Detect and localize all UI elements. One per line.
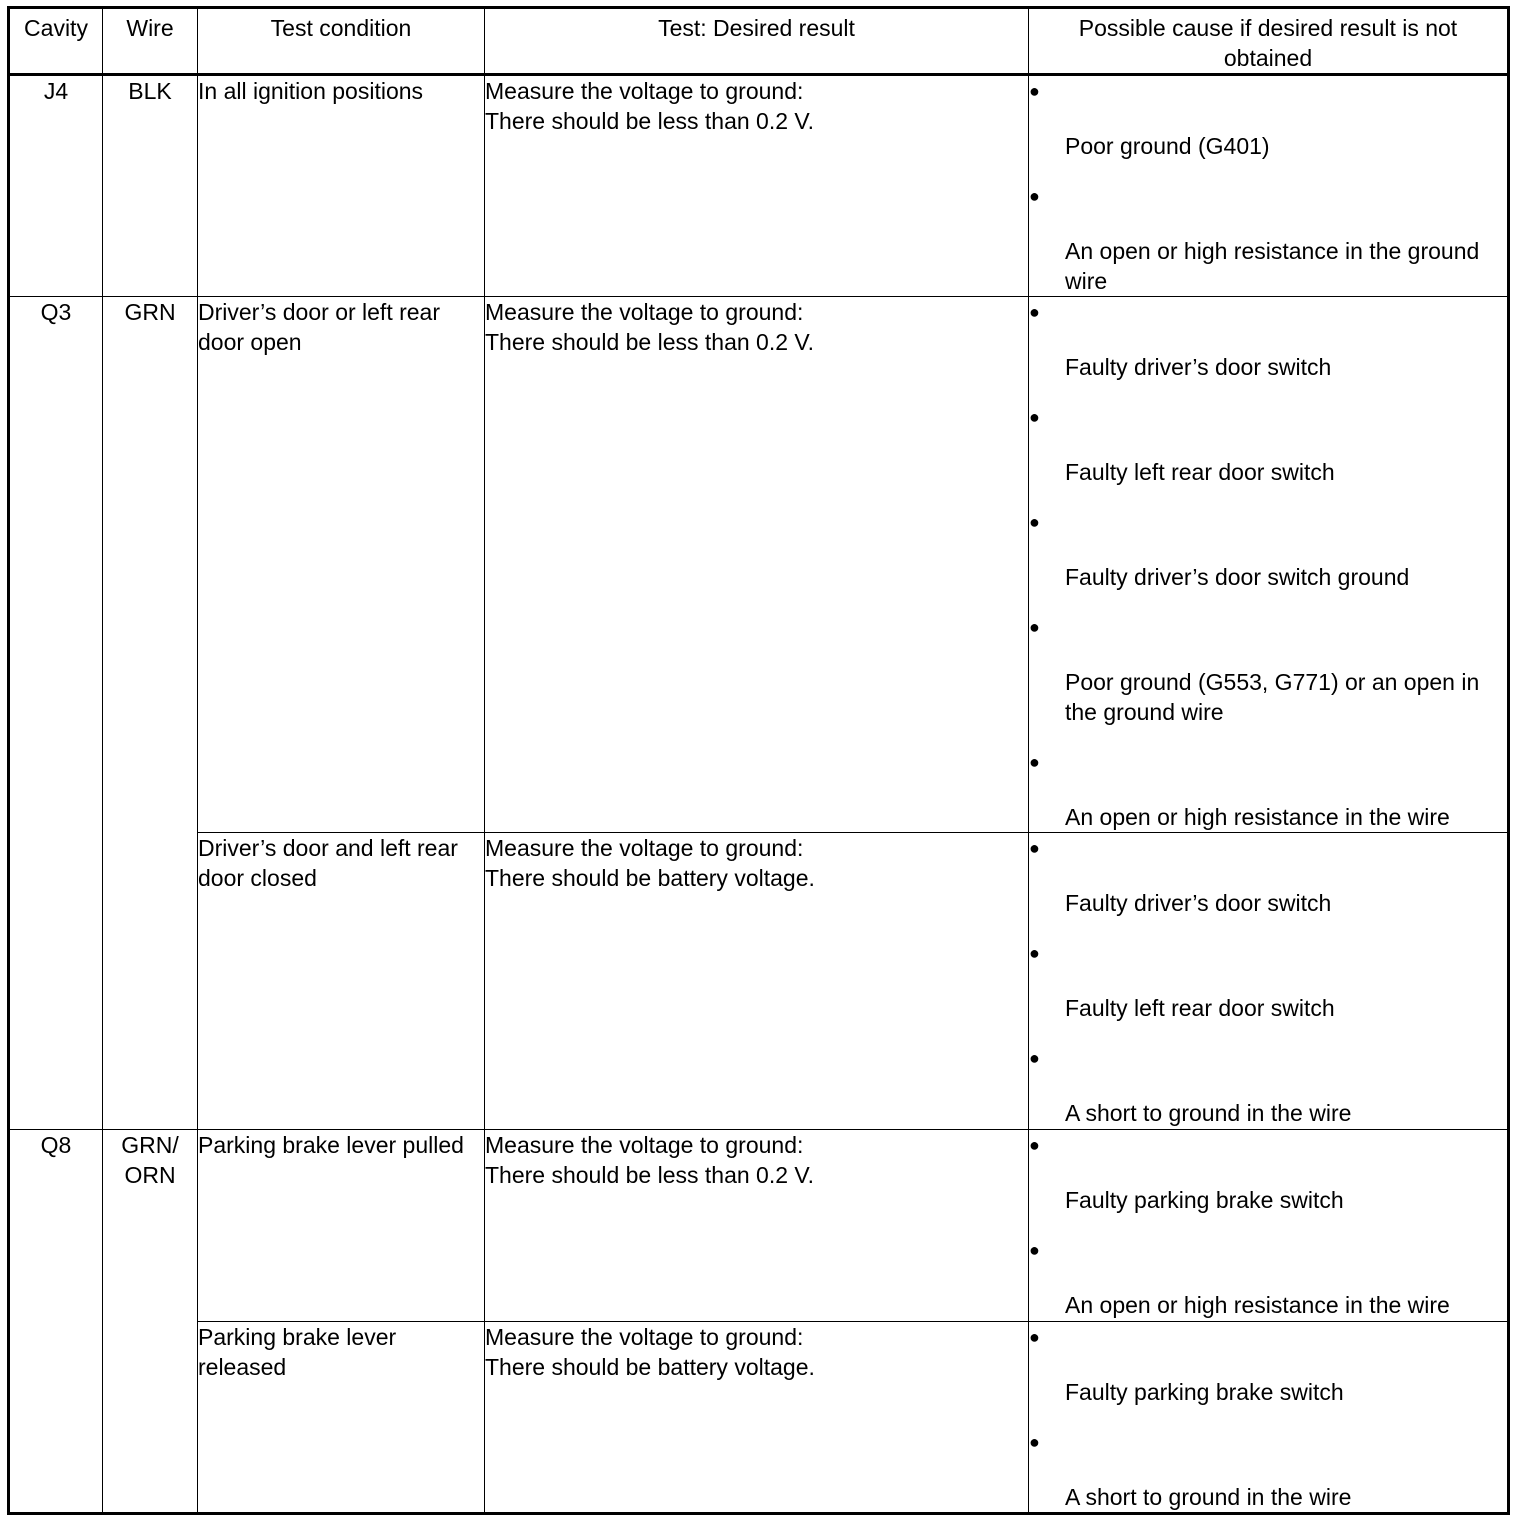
header-test-condition: Test condition (198, 8, 485, 75)
cause-text: Faulty driver’s door switch (1065, 354, 1332, 380)
bullet-icon: ● (1029, 1327, 1040, 1347)
test-table (7, 6, 1510, 1515)
cause-text: A short to ground in the wire (1065, 1100, 1352, 1126)
cause-item (1029, 76, 1507, 181)
cause-item (1029, 833, 1507, 938)
bullet-icon: ● (1029, 81, 1040, 101)
bullet-icon: ● (1029, 838, 1040, 858)
bullet-icon: ● (1029, 302, 1040, 322)
result-line: Measure the voltage to ground: (485, 299, 804, 325)
cause-cell (1029, 833, 1509, 1130)
cavity-cell: J4 (9, 75, 103, 297)
bullet-icon: ● (1029, 1432, 1040, 1452)
table-row (9, 75, 1509, 297)
bullet-icon: ● (1029, 407, 1040, 427)
cause-text: An open or high resistance in the wire (1065, 804, 1450, 830)
cause-cell (1029, 1322, 1509, 1514)
cause-text: Poor ground (G553, G771) or an open in the ground wire (1065, 669, 1480, 725)
bullet-icon: ● (1029, 1240, 1040, 1260)
result-cell (485, 1322, 1029, 1514)
result-cell (485, 1130, 1029, 1322)
table-row (9, 297, 1509, 833)
result-line: There should be battery voltage. (485, 865, 815, 891)
result-line: Measure the voltage to ground: (485, 835, 804, 861)
wire-cell: GRN (103, 297, 198, 1130)
result-line: Measure the voltage to ground: (485, 1324, 804, 1350)
cause-cell (1029, 75, 1509, 297)
result-line: There should be less than 0.2 V. (485, 108, 815, 134)
cause-item (1029, 1322, 1507, 1427)
wire-cell: BLK (103, 75, 198, 297)
header-desired-result: Test: Desired result (485, 8, 1029, 75)
bullet-icon: ● (1029, 752, 1040, 772)
cause-item (1029, 297, 1507, 402)
bullet-icon: ● (1029, 512, 1040, 532)
cavity-cell: Q3 (9, 297, 103, 1130)
condition-cell: Driver’s door and left rear door closed (198, 833, 485, 1130)
cause-item (1029, 938, 1507, 1043)
table-row (9, 1130, 1509, 1322)
bullet-icon: ● (1029, 186, 1040, 206)
cause-text: Poor ground (G401) (1065, 133, 1270, 159)
result-line: Measure the voltage to ground: (485, 1132, 804, 1158)
cause-text: A short to ground in the wire (1065, 1484, 1352, 1510)
cause-item (1029, 507, 1507, 612)
wire-label: GRN/ ORN (121, 1132, 179, 1188)
wire-cell (103, 1130, 198, 1514)
cause-text: Faulty driver’s door switch ground (1065, 564, 1410, 590)
result-cell (485, 75, 1029, 297)
cause-item (1029, 181, 1507, 296)
table-row (9, 1322, 1509, 1514)
cause-text: An open or high resistance in the wire (1065, 1292, 1450, 1318)
cavity-cell: Q8 (9, 1130, 103, 1514)
condition-cell: Driver’s door or left rear door open (198, 297, 485, 833)
cause-text: An open or high resistance in the ground wire (1065, 238, 1480, 294)
result-line: Measure the voltage to ground: (485, 78, 804, 104)
cause-item (1029, 747, 1507, 832)
cause-item (1029, 1235, 1507, 1320)
cause-text: Faulty parking brake switch (1065, 1187, 1344, 1213)
result-line: There should be battery voltage. (485, 1354, 815, 1380)
result-line: There should be less than 0.2 V. (485, 1162, 815, 1188)
result-cell (485, 833, 1029, 1130)
cause-item (1029, 1427, 1507, 1512)
cause-item (1029, 1043, 1507, 1128)
cause-text: Faulty parking brake switch (1065, 1379, 1344, 1405)
bullet-icon: ● (1029, 943, 1040, 963)
cause-item (1029, 612, 1507, 747)
result-line: There should be less than 0.2 V. (485, 329, 815, 355)
bullet-icon: ● (1029, 617, 1040, 637)
cause-cell (1029, 1130, 1509, 1322)
cause-item (1029, 1130, 1507, 1235)
bullet-icon: ● (1029, 1048, 1040, 1068)
result-cell (485, 297, 1029, 833)
cause-item (1029, 402, 1507, 507)
header-possible-cause: Possible cause if desired result is not obtained (1029, 8, 1509, 75)
header-cavity: Cavity (9, 8, 103, 75)
cause-text: Faulty left rear door switch (1065, 459, 1335, 485)
cause-cell (1029, 297, 1509, 833)
bullet-icon: ● (1029, 1135, 1040, 1155)
condition-cell: In all ignition positions (198, 75, 485, 297)
condition-cell: Parking brake lever pulled (198, 1130, 485, 1322)
cause-text: Faulty left rear door switch (1065, 995, 1335, 1021)
condition-cell: Parking brake lever released (198, 1322, 485, 1514)
table-row (9, 833, 1509, 1130)
cause-text: Faulty driver’s door switch (1065, 890, 1332, 916)
header-row (9, 8, 1509, 75)
header-wire: Wire (103, 8, 198, 75)
